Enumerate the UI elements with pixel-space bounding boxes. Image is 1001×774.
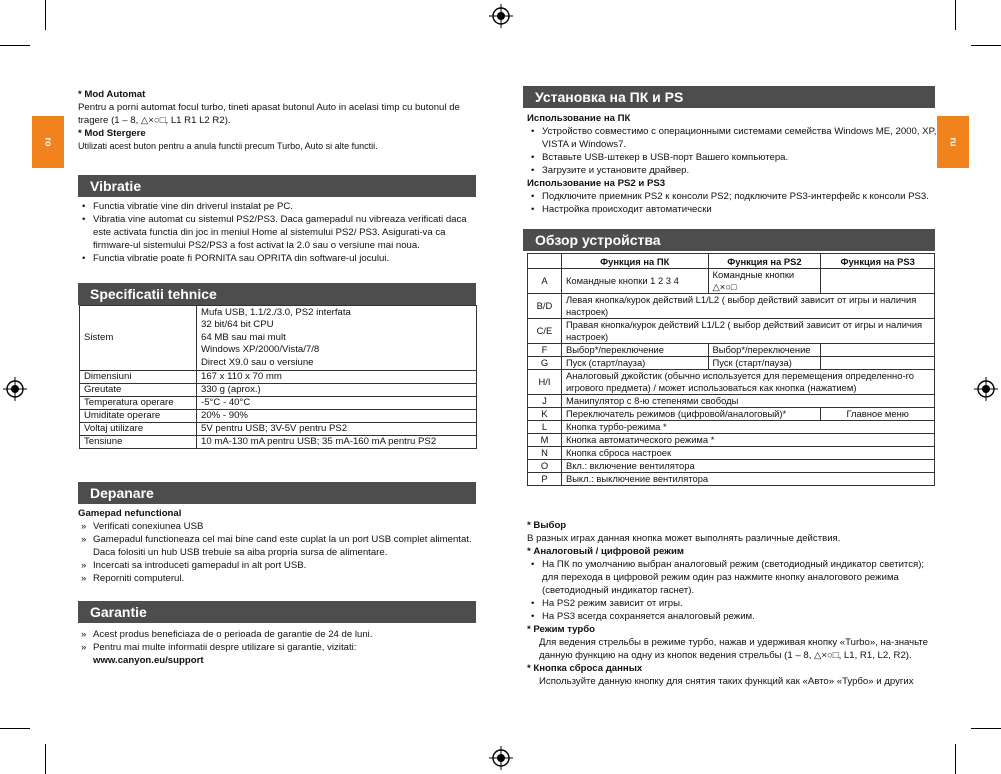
- crop-mark: [0, 728, 30, 729]
- garantie-list: [78, 628, 478, 654]
- registration-mark-icon: [489, 746, 513, 770]
- choice-title: * Выбор: [527, 520, 567, 531]
- auto-mode-text: Pentru a porni automat focul turbo, tineti apasat butonul Auto in acelasi timp cu butonul de tragere (1 – 8, △×○□, L1 R1 L2 R2).: [78, 102, 460, 126]
- table-cell: [821, 344, 935, 357]
- table-cell: O: [528, 460, 562, 473]
- table-row: [528, 395, 935, 408]
- table-cell: Командные кнопки △×○□: [708, 269, 821, 294]
- table-row: [528, 269, 935, 294]
- table-cell: Выбор*/переключение: [708, 344, 821, 357]
- table-cell: Пуск (старт/пауза): [708, 357, 821, 370]
- table-cell: G: [528, 357, 562, 370]
- table-row: [528, 344, 935, 357]
- list-item: • Functia vibratie vine din driverul instalat pe PC.: [78, 200, 480, 213]
- ps-usage-title: Использование на PS2 и PS3: [527, 178, 666, 189]
- table-row: Greutate 330 g (aprox.): [80, 384, 477, 397]
- table-row: [528, 370, 935, 395]
- table-cell: M: [528, 434, 562, 447]
- crop-mark: [971, 728, 1001, 729]
- table-row: Umiditate operare 20% - 90%: [80, 410, 477, 423]
- support-link[interactable]: www.canyon.eu/support: [93, 655, 204, 666]
- pc-usage-list: [527, 125, 937, 177]
- list-item: • Vibratia vine automat cu sistemul PS2/PS3. Daca gamepadul nu vibreaza verificati daca este activata functia din joc in meniul Home al sistemului PS2/ PS3. Asigurati-va ca firmware-ul sistemului PS2/PS3 a fost activat la 2.0 sau o versiune mai noua.: [78, 213, 480, 252]
- registration-mark-icon: [489, 4, 513, 28]
- table-cell: Пуск (старт/пауза): [561, 357, 708, 370]
- section-header-depanare: Depanare: [78, 482, 476, 504]
- list-item: • На ПК по умолчанию выбран аналоговый режим (светодиодный индикатор светится); для перехода в цифровой режим один раз нажмите кнопку аналогового режима (светодиодный индикатор гаснет).: [527, 558, 937, 597]
- table-row: Dimensiuni 167 x 110 x 70 mm: [80, 371, 477, 384]
- clear-mode-title: * Mod Stergere: [78, 128, 146, 139]
- crop-mark: [971, 45, 1001, 46]
- table-header-row: Функция на ПК Функция на PS2 Функция на PS3: [528, 254, 935, 269]
- table-cell: N: [528, 447, 562, 460]
- table-row: [528, 447, 935, 460]
- table-cell: Главное меню: [821, 408, 935, 421]
- install-section: [527, 112, 937, 216]
- list-item: • Вставьте USB-штекер в USB-порт Вашего компьютера.: [527, 151, 937, 164]
- table-cell: Переключатель режимов (цифровой/аналоговый)*: [561, 408, 820, 421]
- crop-mark: [0, 45, 30, 46]
- list-item: » Verificati conexiunea USB: [78, 520, 478, 533]
- table-cell: J: [528, 395, 562, 408]
- list-item: • Functia vibratie poate fi PORNITA sau OPRITA din software-ul jocului.: [78, 252, 480, 265]
- auto-mode-section: [78, 88, 478, 153]
- table-row: [528, 434, 935, 447]
- section-header-garantie: Garantie: [78, 601, 476, 623]
- list-item: • Загрузите и установите драйвер.: [527, 164, 937, 177]
- table-cell: B/D: [528, 294, 562, 319]
- registration-mark-icon: [974, 377, 998, 401]
- table-cell: Вкл.: включение вентилятора: [561, 460, 934, 473]
- table-cell: Манипулятор с 8-ю степенями свободы: [561, 395, 934, 408]
- table-cell: A: [528, 269, 562, 294]
- table-row: Tensiune 10 mA-130 mA pentru USB; 35 mA-160 mA pentru PS2: [80, 436, 477, 449]
- crop-mark: [45, 0, 46, 30]
- depanare-list: [78, 520, 478, 585]
- notes-section: [527, 519, 937, 688]
- table-cell: P: [528, 473, 562, 486]
- ps-usage-list: [527, 190, 937, 216]
- table-cell: Левая кнопка/курок действий L1/L2 ( выбор действий зависит от игры и наличия настроек): [561, 294, 934, 319]
- table-cell: [821, 269, 935, 294]
- table-cell: Правая кнопка/курок действий L1/L2 ( выбор действий зависит от игры и наличия настроек): [561, 319, 934, 344]
- table-cell: Командные кнопки 1 2 3 4: [561, 269, 708, 294]
- crop-mark: [45, 744, 46, 774]
- device-overview-table: [527, 253, 935, 486]
- table-cell: F: [528, 344, 562, 357]
- registration-mark-icon: [3, 377, 27, 401]
- garantie-section: [78, 628, 478, 667]
- turbo-title: * Режим турбо: [527, 624, 596, 635]
- vibratie-list: [78, 200, 480, 265]
- list-item: » Gamepadul functioneaza cel mai bine cand este cuplat la un port USB complet alimentat. Daca folositi un hub USB trebuie sa aiba propria sursa de alimentare.: [78, 533, 478, 559]
- list-item: » Incercati sa introduceti gamepadul in alt port USB.: [78, 559, 478, 572]
- auto-mode-title: * Mod Automat: [78, 89, 146, 100]
- section-header-overview: Обзор устройства: [523, 229, 935, 251]
- table-cell: Аналоговый джойстик (обычно используется для перемещения определенно-го игрового предмета) / может использоваться как кнопка (нажатием): [561, 370, 934, 395]
- language-tab-ru: ru: [937, 116, 969, 168]
- list-item: » Pentru mai multe informatii despre utilizare si garantie, vizitati:: [78, 641, 478, 654]
- turbo-text: Для ведения стрельбы в режиме турбо, нажав и удерживая кнопку «Turbo», на-значьте данную функцию на одну из кнопок ведения стрельбы (1 – 8, △×○□, L1, R1, L2, R2).: [539, 637, 929, 661]
- pc-usage-title: Использование на ПК: [527, 113, 631, 124]
- table-row: [528, 408, 935, 421]
- table-cell: Кнопка сброса настроек: [561, 447, 934, 460]
- choice-text: В разных играх данная кнопка может выполнять различные действия.: [527, 533, 841, 544]
- list-item: • Устройство совместимо с операционными системами семейства Windows ME, 2000, XP, VISTA и Windows7.: [527, 125, 937, 151]
- depanare-subtitle: Gamepad nefunctional: [78, 508, 182, 519]
- table-row: Voltaj utilizare 5V pentru USB; 3V-5V pentru PS2: [80, 423, 477, 436]
- table-row: Temperatura operare -5°C - 40°C: [80, 397, 477, 410]
- list-item: • Подключите приемник PS2 к консоли PS2; подключите PS3-интерфейс к консоли PS3.: [527, 190, 937, 203]
- table-cell: Кнопка автоматического режима *: [561, 434, 934, 447]
- analog-list: [527, 558, 937, 623]
- clear-mode-text: Utilizati acest buton pentru a anula functii precum Turbo, Auto si alte functii.: [78, 141, 378, 151]
- crop-mark: [955, 744, 956, 774]
- list-item: • На PS3 всегда сохраняется аналоговый режим.: [527, 610, 937, 623]
- table-cell: K: [528, 408, 562, 421]
- section-header-install: Установка на ПК и PS: [523, 86, 935, 108]
- language-tab-ro: ro: [32, 116, 64, 168]
- table-cell: [821, 357, 935, 370]
- list-item: • На PS2 режим зависит от игры.: [527, 597, 937, 610]
- section-header-vibratie: Vibratie: [78, 175, 476, 197]
- table-cell: C/E: [528, 319, 562, 344]
- table-row: [528, 473, 935, 486]
- table-cell: H/I: [528, 370, 562, 395]
- spec-value: Mufa USB, 1.1/2./3.0, PS2 interfata 32 bit/64 bit CPU 64 MB sau mai mult Windows XP/2000/Vista/7/8 Direct X9.0 sau o versiune: [197, 306, 477, 371]
- table-row: [528, 294, 935, 319]
- table-cell: Выбор*/переключение: [561, 344, 708, 357]
- crop-mark: [955, 0, 956, 30]
- reset-text: Используйте данную кнопку для снятия таких функций как «Авто» «Турбо» и других: [539, 676, 914, 687]
- depanare-section: [78, 507, 478, 585]
- list-item: » Acest produs beneficiaza de o perioada de garantie de 24 de luni.: [78, 628, 478, 641]
- table-row: [528, 319, 935, 344]
- reset-title: * Кнопка сброса данных: [527, 663, 643, 674]
- table-cell: Выкл.: выключение вентилятора: [561, 473, 934, 486]
- specs-table: [79, 305, 477, 449]
- table-row: [528, 421, 935, 434]
- list-item: » Reporniti computerul.: [78, 572, 478, 585]
- table-row: [528, 357, 935, 370]
- section-header-specificatii: Specificatii tehnice: [78, 283, 476, 305]
- table-cell: Кнопка турбо-режима *: [561, 421, 934, 434]
- table-cell: L: [528, 421, 562, 434]
- table-row: [528, 460, 935, 473]
- analog-title: * Аналоговый / цифровой режим: [527, 546, 684, 557]
- spec-label: Sistem: [80, 306, 197, 371]
- list-item: • Настройка происходит автоматически: [527, 203, 937, 216]
- table-row: [80, 306, 477, 371]
